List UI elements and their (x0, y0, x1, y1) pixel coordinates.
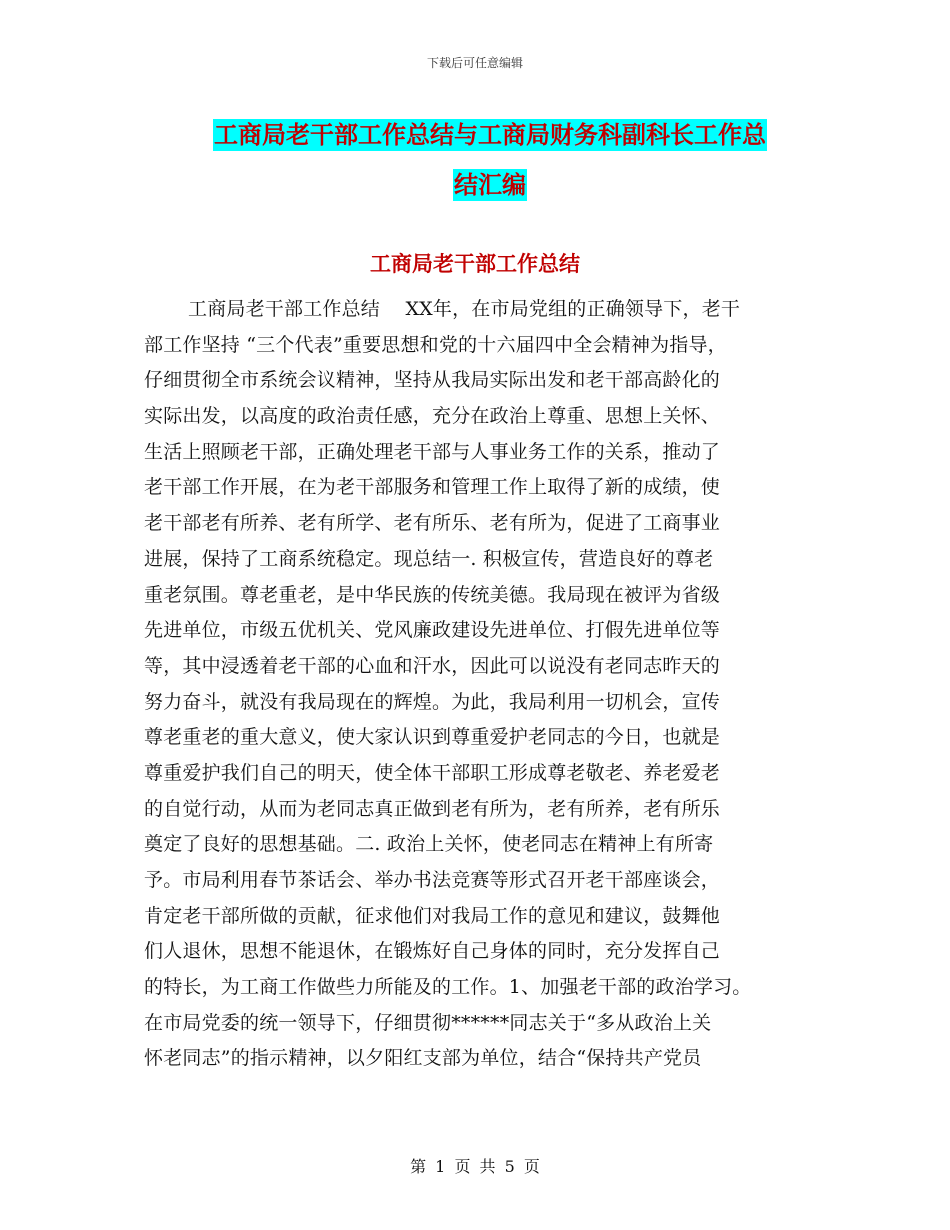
body-line: 在市局党委的统一领导下，仔细贯彻******同志关于“多从政治上关 (144, 1011, 712, 1034)
body-line: 老干部老有所养、老有所学、老有所乐、老有所为，促进了工商事业 (144, 512, 721, 535)
body-line: 等，其中浸透着老干部的心血和汗水，因此可以说没有老同志昨天的 (144, 654, 721, 677)
body-line: 实际出发，以高度的政治责任感，充分在政治上尊重、思想上关怀、 (144, 405, 721, 428)
body-line: 进展，保持了工商系统稳定。现总结一. 积极宣传，营造良好的尊老 (144, 547, 714, 570)
body-line: 怀老同志”的指示精神，以夕阳红支部为单位，结合“保持共产党员 (144, 1047, 702, 1070)
body-line: 工商局老干部工作总结 XX年，在市局党组的正确领导下，老干 (188, 298, 741, 320)
body-line: 老干部工作开展，在为老干部服务和管理工作上取得了新的成绩，使 (144, 476, 721, 499)
header-note: 下载后可任意编辑 (426, 56, 523, 70)
document-title (140, 110, 840, 210)
body-line: 的特长，为工商工作做些力所能及的工作。1、加强老干部的政治学习。 (144, 976, 752, 999)
body-line: 努力奋斗，就没有我局现在的辉煌。为此，我局利用一切机会，宣传 (144, 690, 721, 713)
body-line: 的自觉行动，从而为老同志真正做到老有所为，老有所养，老有所乐 (144, 797, 721, 820)
body-line: 肯定老干部所做的贡献，征求他们对我局工作的意见和建议，鼓舞他 (144, 904, 721, 927)
body-line: 尊老重老的重大意义，使大家认识到尊重爱护老同志的今日，也就是 (144, 726, 721, 749)
body-line: 奠定了良好的思想基础。二. 政治上关怀，使老同志在精神上有所寄 (144, 833, 714, 856)
body-line: 们人退休，思想不能退休，在锻炼好自己身体的同时，充分发挥自己 (144, 940, 721, 963)
page-footer: 第 1 页 共 5 页 (410, 1157, 540, 1176)
body-line: 予。市局利用春节茶话会、举办书法竞赛等形式召开老干部座谈会， (144, 869, 721, 891)
body-line: 尊重爱护我们自己的明天，使全体干部职工形成尊老敬老、养老爱老 (144, 761, 721, 784)
body-paragraph (144, 292, 824, 1077)
body-line: 重老氛围。尊老重老，是中华民族的传统美德。我局现在被评为省级 (144, 583, 721, 606)
body-line: 生活上照顾老干部，正确处理老干部与人事业务工作的关系，推动了 (144, 440, 721, 463)
body-line: 先进单位，市级五优机关、党风廉政建设先进单位、打假先进单位等 (144, 619, 721, 642)
body-line: 部工作坚持 “三个代表”重要思想和党的十六届四中全会精神为指导， (144, 333, 727, 356)
section-title: 工商局老干部工作总结 (370, 252, 580, 276)
title-line-2: 结汇编 (454, 171, 526, 199)
title-line-1: 工商局老干部工作总结与工商局财务科副科长工作总 (214, 121, 766, 149)
body-line: 仔细贯彻全市系统会议精神，坚持从我局实际出发和老干部高龄化的 (144, 369, 721, 392)
